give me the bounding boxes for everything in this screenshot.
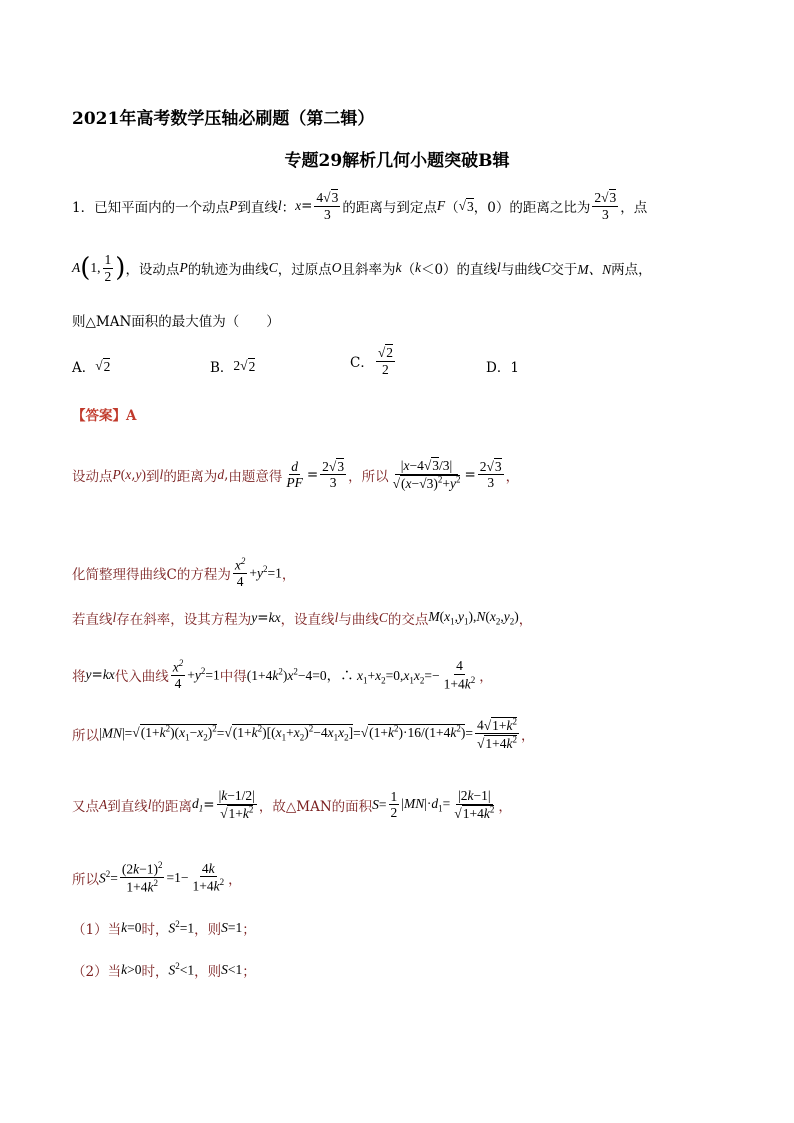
solution-line-5: 所以 |MN|=√ $(1+k^2)(x_1-x_2)^2=√$ $(1+k^2)[(x_1+x_2)^2-4x_1x_2]=√$ $(1+k^2)\cdot 16/(1+4k^2)=$ 4√ $1+k^2$ √ $1+4k^2$ ，	[72, 716, 535, 751]
document-subtitle: 专题29解析几何小题突破B辑	[284, 151, 510, 171]
solution-line-4: 将 y = kx 代入曲线 $\frac{x^2}{4}$ $+y^2=1$ 中得 $(1+4k^2)x^2-4=0$，∴ $x_1+x_2=0,x_1x_2=-$ $\frac{4}{1+4k^2}$ ，	[72, 658, 493, 692]
document-title: 2021年高考数学压轴必刷题（第二辑）	[72, 109, 375, 129]
solution-case-1: （1）当 k=0 时， $S^2=1$ ，则 S=1 ；	[72, 919, 256, 938]
option-a: A． √ 2	[72, 356, 110, 376]
problem-line-2: A ( 1, $\frac{1}{2}$ ) ，设动点 P 的轨迹为曲线 C ，过原点 O 且斜率为 k （ k ＜0） 的直线 l 与曲线 C 交于 M、N 两点，	[72, 252, 652, 284]
solution-line-6: 又点 A 到直线 l 的距离 $d_1$ = |k−1/2| √ $1+k^2$ ，故△MAN的面积 S= $\frac{1}{2}$ $|MN|\cdot d_1=$ |2k−1| √ $1+4k^2$ ，	[72, 788, 512, 822]
option-c: C． √ $\frac{2}{2}$	[350, 345, 397, 377]
solution-line-2: 化简整理得曲线C的方程为 $\frac{x^2}{4}$ $+y^2=1$ ，	[72, 556, 296, 590]
solution-line-1: 设动点 P ( x , y ) 到 l 的距离为 d , 由题意得 $\frac{d}{PF}$ = $\frac{2√ 3}{3}$ ，所以 |x−4√ 3/3| √ (x−√ $3)^2+y^2$ = $\frac{2√ 3}{3}$ ，	[72, 458, 519, 492]
problem-line-3: 则△MAN面积的最大值为（ ）	[72, 314, 280, 330]
answer-label: 【答案】A	[72, 408, 137, 424]
option-b: B． 2 √ 2	[210, 356, 255, 376]
solution-case-2: （2）当 k>0 时， $S^2<1$ ，则 S<1 ；	[72, 961, 256, 980]
solution-line-7: 所以 $S^2=$ $\frac{(2k-1)^2}{1+4k^2}$ =1− $\frac{4k}{1+4k^2}$ ，	[72, 860, 242, 895]
option-d: D．1	[486, 360, 519, 376]
problem-line-1: 1．已知平面内的一个动点 P 到直线 l ： x = $\frac{4√ 3}{3}$ 的距离与到定点 F （ √ 3 ，0） 的距离之比为 $\frac{2√ 3}{3}$ ，点	[72, 190, 647, 222]
solution-line-3: 若直线 l 存在斜率，设其方程为 y = kx ，设直线 l 与曲线 C 的交点 $M(x_1,y_1),N(x_2,y_2)$ ，	[72, 609, 533, 628]
